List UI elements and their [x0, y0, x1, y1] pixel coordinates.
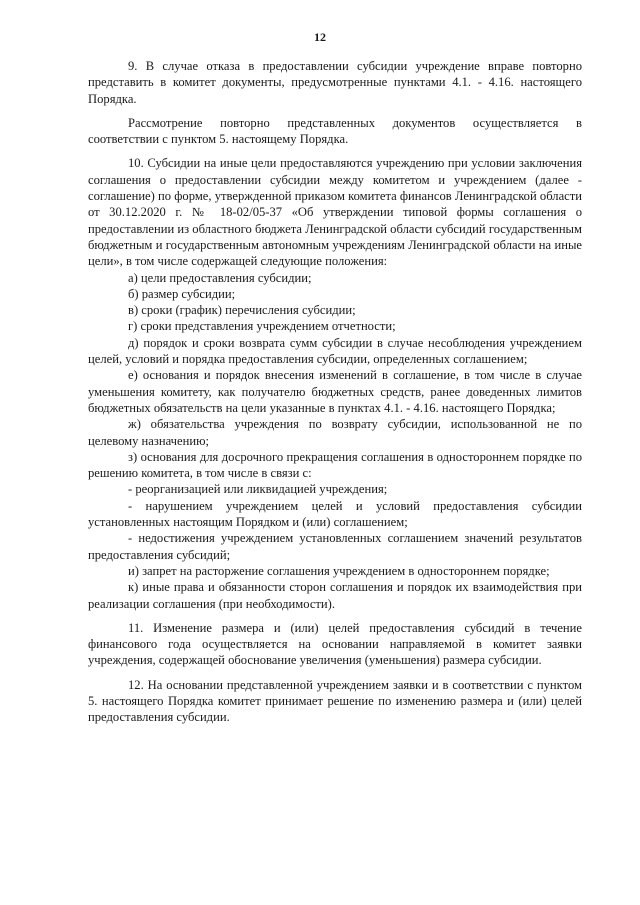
paragraph-10: 10. Субсидии на иные цели предоставляются учреждению при условии заключения соглашения о предоставлении субсидии между комитетом и учреждением (далее - соглашение) по форме, утвержденной приказом комитета финансов Ленинградской области от 30.12.2020 г. № 18-02/05-37 «Об утверждении типовой формы соглашения о предоставлении из областного бюджета Ленинградской области субсидий государственным бюджетным и государственным автономным учреждениям Ленинградской области на иные цели», в том числе содержащей следующие положения:: [88, 156, 582, 269]
page-number: 12: [314, 30, 326, 44]
list-item-g: г) сроки представления учреждением отчетности;: [128, 319, 396, 334]
paragraph-11: 11. Изменение размера и (или) целей предоставления субсидий в течение финансового года осуществляется на основании направляемой в комитет заявки учреждения, содержащей обоснование увеличения (уменьшения) размера субсидии.: [88, 620, 582, 668]
sub-item-violation: - нарушением учреждением целей и условий предоставления субсидии установленных настоящим Порядком и (или) соглашением;: [88, 498, 582, 530]
paragraph-12: 12. На основании представленной учреждением заявки и в соответствии с пунктом 5. настоящего Порядка комитет принимает решение по изменению размера и (или) целей предоставления субсидии.: [88, 677, 582, 725]
paragraph-9: 9. В случае отказа в предоставлении субсидии учреждение вправе повторно представить в комитет документы, предусмотренные пунктами 4.1. - 4.16. настоящего Порядка.: [88, 59, 582, 106]
list-item-d: д) порядок и сроки возврата сумм субсидии в случае несоблюдения учреждением целей, условий и порядка предоставления субсидии, определенных соглашением;: [88, 335, 582, 367]
list-item-k: к) иные права и обязанности сторон соглашения и порядок их взаимодействия при реализации соглашения (при необходимости).: [88, 580, 582, 611]
paragraph-resubmission: Рассмотрение повторно представленных документов осуществляется в соответствии с пунктом 5. настоящему Порядка.: [88, 115, 582, 147]
list-item-b: б) размер субсидии;: [128, 286, 236, 301]
list-item-z: з) основания для досрочного прекращения соглашения в одностороннем порядке по решению комитета, в том числе в связи с:: [88, 449, 582, 481]
list-item-a: а) цели предоставления субсидии;: [128, 270, 312, 285]
list-item-zh: ж) обязательства учреждения по возврату субсидии, использованной не по целевому назначению;: [88, 417, 582, 448]
list-item-i: и) запрет на расторжение соглашения учреждением в одностороннем порядке;: [128, 563, 550, 578]
list-item-v: в) сроки (график) перечисления субсидии;: [128, 303, 356, 318]
list-item-e: е) основания и порядок внесения изменений в соглашение, в том числе в случае уменьшения комитету, как получателю бюджетных средств, ранее доведенных лимитов бюджетных обязательств на цели указанные в пунктах 4.1. - 4.16. настоящего Порядка;: [88, 368, 582, 415]
document-body: [88, 58, 582, 726]
sub-item-non-achievement: - недостижения учреждением установленных соглашением значений результатов предоставления субсидий;: [88, 531, 582, 562]
sub-item-reorganization: - реорганизацией или ликвидацией учреждения;: [128, 482, 388, 497]
